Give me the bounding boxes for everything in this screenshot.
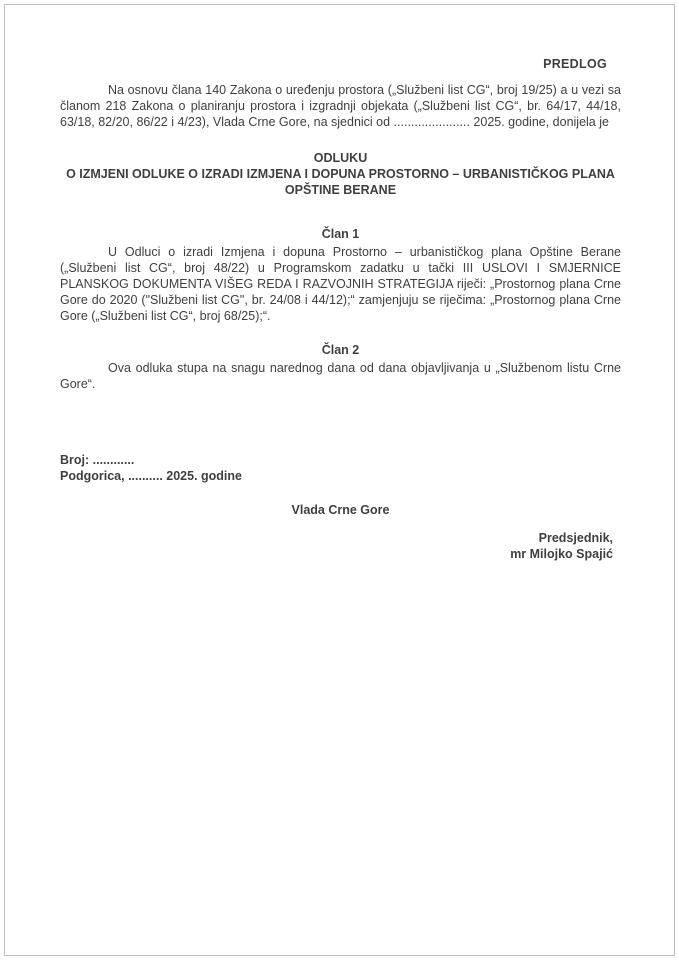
document-number-line: Broj: ............	[60, 453, 135, 467]
decision-title-word: ODLUKU	[313, 151, 368, 165]
decision-title	[60, 150, 621, 198]
article-2-text: Ova odluka stupa na snagu narednog dana od dana objavljivanja u „Službenom listu Crne Gore“.	[60, 361, 621, 391]
signature-name: mr Milojko Spajić	[510, 547, 613, 561]
place-date-line: Podgorica, .......... 2025. godine	[60, 469, 242, 483]
document-label: PREDLOG	[543, 57, 607, 71]
decision-title-subject: O IZMJENI ODLUKE O IZRADI IZMJENA I DOPUNA PROSTORNO – URBANISTIČKOG PLANA OPŠTINE BERANE	[66, 167, 615, 197]
reference-block	[60, 452, 621, 484]
article-2-heading: Član 2	[321, 343, 360, 357]
signature-block	[60, 530, 621, 562]
issuer-name: Vlada Crne Gore	[291, 503, 390, 517]
signature-title: Predsjednik,	[538, 531, 613, 545]
article-1-heading: Član 1	[321, 227, 360, 241]
article-1-text: U Odluci o izradi Izmjena i dopuna Prostorno – urbanističkog plana Opštine Berane („Službeni list CG“, broj 48/22) u Programskom zadatku u tački III USLOVI I SMJERNICE PLANSKOG DOKUMENTA VIŠEG REDA I RAZVOJNIH STRATEGIJA riječi: „Prostornog plana Crne Gore do 2020 ("Službeni list CG", br. 24/08 i 44/12);“ zamjenjuju se riječima: „Prostornog plana Crne Gore („Službeni list CG“, broj 68/25);“.	[60, 245, 621, 323]
intro-paragraph: Na osnovu člana 140 Zakona o uređenju prostora („Službeni list CG“, broj 19/25) a u vezi sa članom 218 Zakona o planiranju prostora i izgradnji objekata („Službeni list CG“, br. 64/17, 44/18, 63/18, 82/20, 86/22 i 4/23), Vlada Crne Gore, na sjednici od ...................... 2025. godine, donijela je	[60, 83, 621, 129]
